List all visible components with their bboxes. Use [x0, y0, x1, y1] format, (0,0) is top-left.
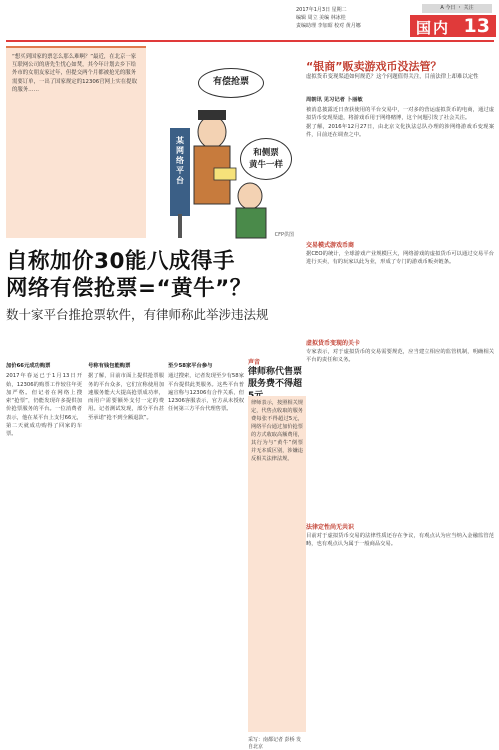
- body-column-2: [88, 360, 164, 740]
- header-meta: [296, 6, 406, 30]
- right-paragraph-3: 据CEO的统计，全球游戏产业规模巨大，网络游戏的虚拟货币可以通过交易平台进行买卖，有的玩家以此为业，形成了专门的游戏币贩卖链条。: [306, 251, 494, 266]
- right-article-body4: [306, 532, 494, 742]
- proof-line: 责编助理 李加昭 校对 黄月娜: [296, 23, 361, 29]
- column2-text: 据了解，目前市面上提供抢票服务的平台众多，它们宣称使用加速服务能大大提高抢票成功率，而用户需要额外支付一定的费用。记者测试发现，部分平台甚至承诺“抢不到全额退款”。: [88, 373, 164, 421]
- section-name: 国内: [416, 19, 451, 37]
- lead-summary-text: “想买到国家的票怎么那么难啊？”最近，在北京一家互联网公司的唐先生忧心如焚，其今年计划去乡下给外市的女朋友家过年，但提交两个月都被抢光的服务需要订单，一出了国家规定的12306官网上实在提取的服务……: [12, 54, 137, 93]
- right-subhead-2: 虚拟货币变现的关卡: [306, 340, 361, 347]
- right-article-body2: [306, 250, 494, 332]
- lead-summary-box: [6, 46, 146, 238]
- headline-line-2: 网络有偿抢票=“黄牛”？: [6, 276, 252, 301]
- main-headline-block: [6, 248, 306, 323]
- column3-subhead: 至少58家平台参与: [168, 363, 213, 369]
- bubble2-line2: 黄牛一样: [248, 160, 283, 170]
- section-banner: [410, 15, 496, 37]
- speech-bubble-1: 有偿抢票: [198, 68, 264, 98]
- byline-footer: 采写：南都记者 彭桥 发自北京: [248, 737, 302, 750]
- voice-text: 律师表示，按照相关规定，代售点收取的服务费每张不得超过5元，网络平台通过加价抢票的方式收取高额费用，其行为与“黄牛”倒票并无本质区别，涉嫌违反相关法律法规。: [251, 400, 303, 462]
- page-number: 13: [463, 15, 490, 37]
- voice-label: 声音: [248, 359, 261, 366]
- headline-deck: 数十家平台推抢票软件，有律师称此举涉违法规: [6, 307, 269, 322]
- person2-body: [236, 208, 266, 238]
- page-header: [0, 0, 499, 42]
- photo-credit: CFP供图: [274, 232, 294, 238]
- bubble2-line1: 和侧票: [253, 148, 279, 158]
- person2-head: [238, 183, 262, 209]
- body-column-1: [6, 360, 82, 740]
- column1-subhead: 加价66元成功购票: [6, 363, 51, 369]
- voice-box: [248, 396, 306, 732]
- right-article-reporter: [306, 96, 494, 104]
- right-paragraph-2: 据了解，2016年12月27日，由北京文化执法总队办理的涉网络游戏币变现案件，目前还在调查之中。: [306, 123, 494, 139]
- editor-line: 编辑 周立 美编 林冰桂: [296, 15, 346, 21]
- column3-text: 通过搜索，记者发现至少有58家平台提供此类服务。这些平台普遍宣称与12306有合作关系，但12306客服表示，官方从未授权任何第三方平台代理售票。: [168, 373, 244, 413]
- body-column-3: [168, 360, 244, 740]
- right-article-body3: [306, 348, 494, 518]
- person1-head: [198, 116, 226, 148]
- voice-title: 律师称代售票服务费不得超: [248, 367, 303, 389]
- column1-text: 2017年春运已于1月13日开始，12306的购票工作较往年更加严格。但记者在网络上搜索“抢票”，仍能发现许多提供加价抢票服务的平台。一位消费者表示，他在某平台上支付66元，第二天就成功购得了回家的车票。: [6, 373, 82, 438]
- ticket-shape: [214, 168, 236, 180]
- issue-date: 2017年1月3日 星期二: [296, 7, 347, 13]
- right-subhead-3: 法律定性尚无共识: [306, 524, 355, 531]
- sign-label: 某网络平台: [176, 136, 184, 185]
- sign-pole: [178, 214, 182, 238]
- right-paragraph-4: 专家表示，对于虚拟货币的交易需要规范，应当建立相应的监管机制，明确相关平台的责任和义务。: [306, 349, 494, 364]
- right-article-subtitle: 虚拟货币变现渠道如何规范？这个问题值得关注，目前法律上却难以定性: [306, 74, 479, 80]
- right-article-body1: [306, 106, 494, 236]
- right-paragraph-5: 目前对于虚拟货币交易的法律性质还存在争议，有观点认为应当纳入金融监管范畴，也有观点认为属于一般商品交易。: [306, 533, 494, 548]
- right-subhead-1: 交易模式游戏币商: [306, 242, 355, 249]
- cartoon-illustration: [150, 46, 298, 242]
- person1-hat: [198, 110, 226, 120]
- right-article-title: “银商”贩卖游戏币没法管？: [306, 60, 442, 73]
- speech-bubble-2: [240, 138, 292, 180]
- right-paragraph-1: 被消息披露近日查获使用的平台交易中，一对多的营运虚拟货币的电商，通过虚拟货币变现渠道，将游戏币用于网络赌博，这个问题引发了社会关注。: [306, 107, 494, 122]
- column2-subhead: 号称有钱包能购票: [88, 363, 131, 369]
- section-tag: A 今日 ・ 关注: [422, 4, 492, 13]
- header-rule: [6, 40, 494, 42]
- reporter-intro: 周朝讯 见习记者 卜丽敏: [306, 97, 363, 103]
- headline-line-1: 自称加价30能八成得手: [6, 249, 235, 274]
